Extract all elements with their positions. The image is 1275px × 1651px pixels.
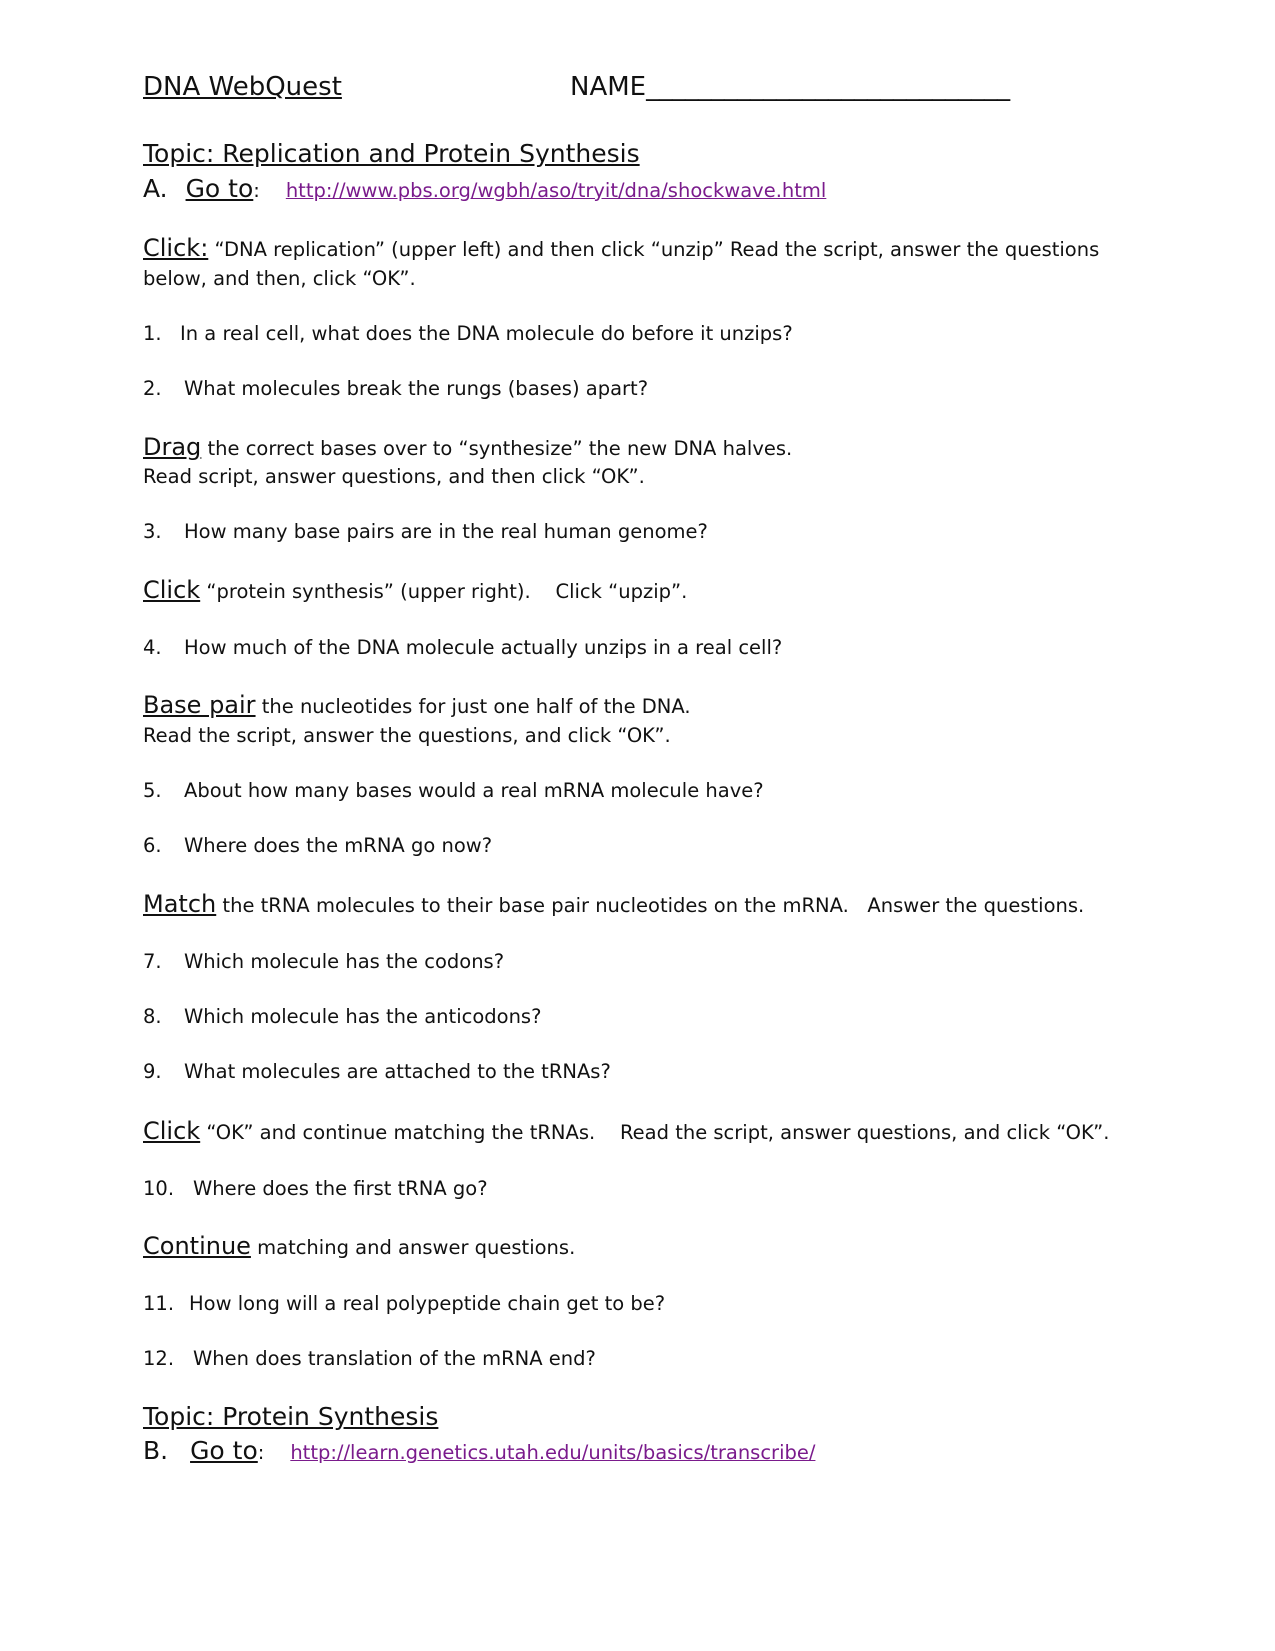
question-number: 12. — [143, 1347, 175, 1370]
instruction-text: the correct bases over to “synthesize” the new DNA halves. — [201, 437, 793, 460]
instruction-line2: below, and then, click “OK”. — [143, 267, 416, 290]
name-label: NAME — [570, 72, 647, 102]
question-text: How much of the DNA molecule actually unzips in a real cell? — [184, 636, 783, 659]
instruction-keyword: Click — [143, 576, 201, 604]
question-number: 7. — [143, 950, 162, 973]
question-number: 8. — [143, 1005, 162, 1028]
question-3 — [143, 520, 708, 543]
instruction-base-pair — [143, 691, 691, 719]
question-6 — [143, 834, 492, 857]
question-text: Which molecule has the codons? — [184, 950, 505, 973]
instruction-match — [143, 890, 1084, 918]
section-a-letter: A. — [143, 174, 168, 203]
goto-a-line — [143, 174, 826, 203]
instruction-keyword: Match — [143, 890, 217, 918]
pbs-link[interactable]: http://www.pbs.org/wgbh/aso/tryit/dna/shockwave.html — [285, 179, 827, 202]
goto-b-colon: : — [257, 1441, 265, 1464]
name-blank: ____________________________ — [646, 72, 1011, 102]
question-text: About how many bases would a real mRNA molecule have? — [184, 779, 764, 802]
instruction-text: “DNA replication” (upper left) and then click “unzip” Read the script, answer the questions — [208, 238, 1100, 261]
goto-b-line — [143, 1436, 815, 1465]
question-9 — [143, 1060, 611, 1083]
instruction-keyword: Continue — [143, 1232, 251, 1260]
instruction-line2: Read script, answer questions, and then click “OK”. — [143, 465, 645, 488]
question-number: 1. — [143, 322, 162, 345]
question-7 — [143, 950, 504, 973]
instruction-keyword: Base pair — [143, 691, 256, 719]
question-11 — [143, 1292, 665, 1315]
instruction-continue — [143, 1232, 575, 1260]
topic-a-heading: Topic: Replication and Protein Synthesis — [143, 139, 640, 168]
topic-b-heading: Topic: Protein Synthesis — [143, 1402, 439, 1431]
question-number: 11. — [143, 1292, 175, 1315]
question-number: 5. — [143, 779, 162, 802]
section-b-letter: B. — [143, 1436, 169, 1465]
question-text: In a real cell, what does the DNA molecule do before it unzips? — [180, 322, 793, 345]
question-text: How many base pairs are in the real human genome? — [184, 520, 708, 543]
instruction-keyword: Click — [143, 1117, 201, 1145]
instruction-keyword: Click: — [143, 234, 209, 262]
name-field[interactable] — [570, 72, 1010, 102]
instruction-text: “OK” and continue matching the tRNAs. Read the script, answer questions, and click “OK”. — [200, 1121, 1110, 1144]
question-text: When does translation of the mRNA end? — [193, 1347, 596, 1370]
question-1 — [143, 322, 793, 345]
question-number: 9. — [143, 1060, 162, 1083]
instruction-text: the nucleotides for just one half of the DNA. — [255, 695, 691, 718]
genetics-link[interactable]: http://learn.genetics.utah.edu/units/basics/transcribe/ — [290, 1441, 816, 1464]
goto-a-colon: : — [253, 179, 260, 202]
goto-a-label: Go to — [185, 174, 254, 203]
instruction-text: “protein synthesis” (upper right). Click “upzip”. — [200, 580, 688, 603]
instruction-line2: Read the script, answer the questions, and click “OK”. — [143, 724, 671, 747]
instruction-text: the tRNA molecules to their base pair nucleotides on the mRNA. Answer the questions. — [216, 894, 1085, 917]
question-text: Which molecule has the anticodons? — [184, 1005, 542, 1028]
goto-b-label: Go to — [190, 1436, 258, 1465]
question-number: 6. — [143, 834, 162, 857]
question-number: 10. — [143, 1177, 175, 1200]
question-text: Where does the first tRNA go? — [193, 1177, 488, 1200]
question-number: 4. — [143, 636, 162, 659]
question-4 — [143, 636, 782, 659]
question-12 — [143, 1347, 596, 1370]
question-text: How long will a real polypeptide chain get to be? — [189, 1292, 666, 1315]
question-text: What molecules are attached to the tRNAs? — [184, 1060, 611, 1083]
question-5 — [143, 779, 764, 802]
question-text: Where does the mRNA go now? — [184, 834, 493, 857]
question-number: 2. — [143, 377, 162, 400]
question-2 — [143, 377, 648, 400]
question-10 — [143, 1177, 488, 1200]
instruction-drag — [143, 433, 792, 461]
question-8 — [143, 1005, 541, 1028]
instruction-text: matching and answer questions. — [250, 1236, 576, 1259]
instruction-click-replication — [143, 234, 1099, 262]
worksheet-title: DNA WebQuest — [143, 72, 342, 102]
instruction-click-ok — [143, 1117, 1109, 1145]
question-number: 3. — [143, 520, 162, 543]
instruction-keyword: Drag — [143, 433, 202, 461]
instruction-click-protein-synthesis — [143, 576, 687, 604]
question-text: What molecules break the rungs (bases) apart? — [184, 377, 649, 400]
